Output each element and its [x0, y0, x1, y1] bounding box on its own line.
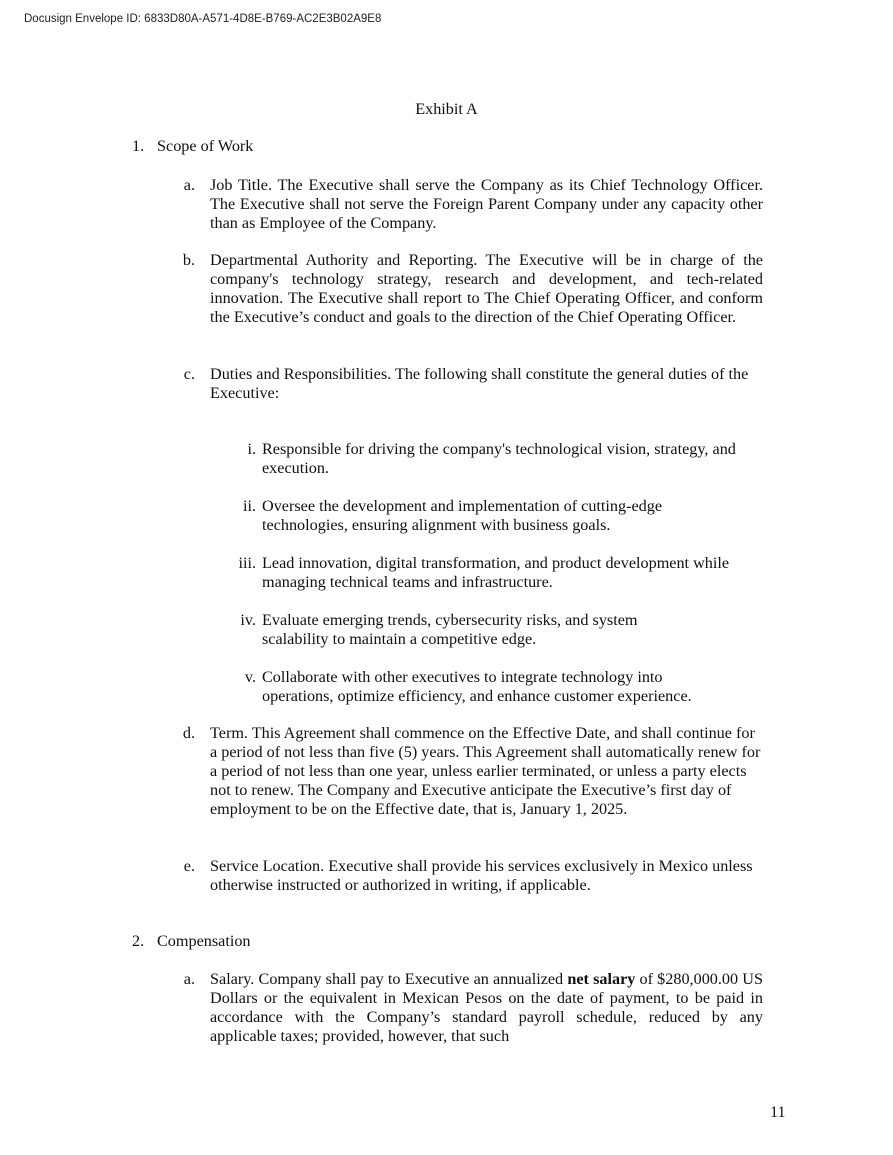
duty-text: Lead innovation, digital transformation, and product development while managing technical teams and infrastructure.: [262, 554, 730, 591]
duty-text: Evaluate emerging trends, cybersecurity risks, and system scalability to maintain a competitive edge.: [262, 611, 638, 648]
item-text: Term. This Agreement shall commence on the Effective Date, and shall continue for a period of not less than five (5) years. This Agreement shall automatically renew for a period of not less than one year, unless earlier terminated, or unless a party elects not to renew. The Company and Executive anticipate the Executive’s first day of employment to be on the Effective date, that is, January 1, 2025.: [210, 724, 761, 818]
item-text: [210, 970, 763, 1046]
page-number: 11: [770, 1103, 786, 1121]
section-label: Scope of Work: [157, 137, 254, 155]
item-text: Duties and Responsibilities. The following shall constitute the general duties of the Executive:: [210, 365, 749, 402]
section-label: Compensation: [157, 932, 251, 950]
item-marker: d.: [182, 724, 195, 742]
item-marker: e.: [183, 857, 195, 875]
duty-marker: iii.: [238, 554, 256, 572]
item-marker: a.: [183, 176, 195, 194]
section-number: 2.: [132, 932, 145, 950]
salary-text-before: Salary. Company shall pay to Executive an annualized: [210, 970, 568, 988]
duty-marker: iv.: [240, 611, 256, 629]
duty-text: Oversee the development and implementation of cutting-edge technologies, ensuring alignment with business goals.: [262, 497, 663, 534]
section-number: 1.: [132, 137, 145, 155]
envelope-id: Docusign Envelope ID: 6833D80A-A571-4D8E-B769-AC2E3B02A9E8: [24, 13, 382, 25]
item-text: Service Location. Executive shall provide his services exclusively in Mexico unless otherwise instructed or authorized in writing, if applicable.: [210, 857, 753, 894]
item-marker: b.: [182, 251, 195, 269]
salary-bold-term: net salary: [567, 970, 636, 988]
duty-text: Collaborate with other executives to integrate technology into operations, optimize efficiency, and enhance customer experience.: [262, 668, 692, 705]
duty-marker: i.: [247, 440, 256, 458]
duty-text: Responsible for driving the company's technological vision, strategy, and execution.: [262, 440, 736, 477]
item-text: Departmental Authority and Reporting. The Executive will be in charge of the company's technology strategy, research and development, and tech-related innovation. The Executive shall report to The Chief Operating Officer, and conform the Executive’s conduct and goals to the direction of the Chief Operating Officer.: [210, 251, 763, 326]
salary-text-after: of $280,000.00 US Dollars or the equivalent in Mexican Pesos on the date of payment, to be paid in accordance with the Company’s standard payroll schedule, reduced by any applicable taxes; provided, however, that such: [210, 970, 763, 1045]
item-marker: c.: [183, 365, 195, 383]
item-text: Job Title. The Executive shall serve the Company as its Chief Technology Officer. The Executive shall not serve the Foreign Parent Company under any capacity other than as Employee of the Company.: [210, 176, 763, 232]
exhibit-title: Exhibit A: [415, 100, 478, 118]
item-marker: a.: [183, 970, 195, 988]
duty-marker: ii.: [242, 497, 256, 515]
duty-marker: v.: [244, 668, 256, 686]
